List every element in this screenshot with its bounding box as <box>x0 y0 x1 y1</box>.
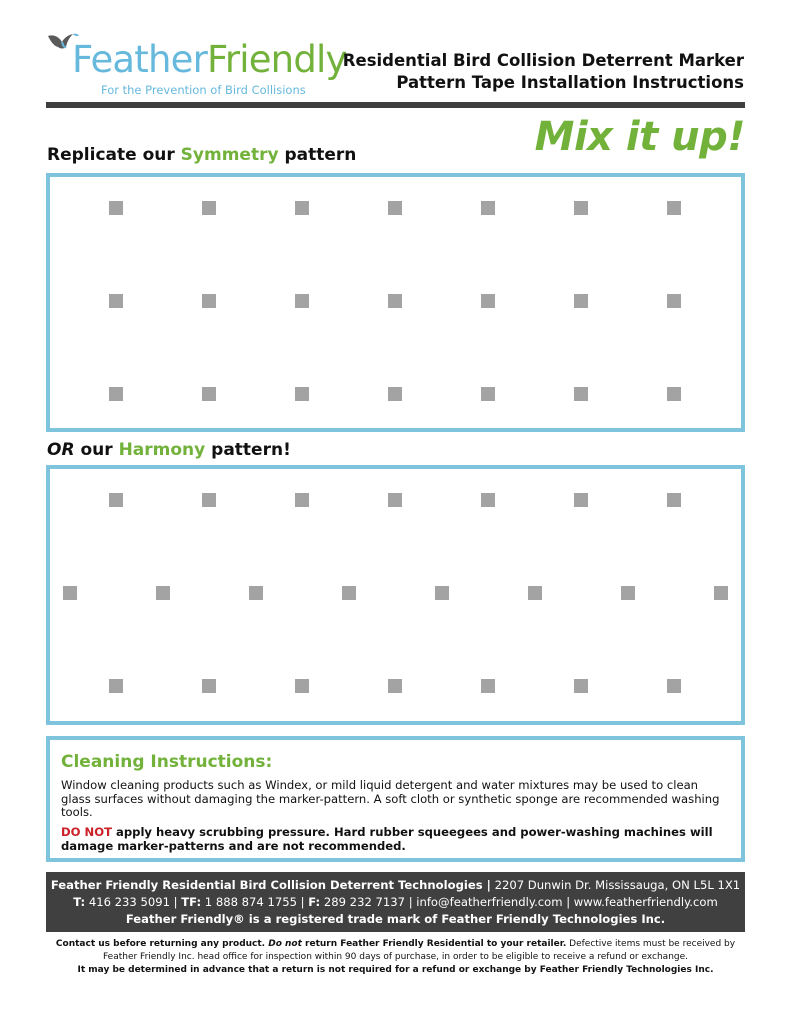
symmetry-marker-r2-c4 <box>388 294 402 308</box>
notes-bold-1: Contact us before returning any product. <box>55 939 269 949</box>
cleaning-panel <box>46 736 745 862</box>
harmony-marker-r1-c2 <box>202 493 216 507</box>
harmony-marker-r1-c5 <box>481 493 495 507</box>
harmony-marker-r1-c3 <box>295 493 309 507</box>
footer-trademark-text: Feather Friendly® is a registered trade mark of Feather Friendly Technologies Inc. <box>125 912 666 926</box>
symmetry-suffix: pattern <box>278 145 357 165</box>
harmony-marker-r3-c1 <box>109 679 123 693</box>
harmony-highlight: Harmony <box>118 440 206 460</box>
harmony-marker-r3-c4 <box>388 679 402 693</box>
brand-wordmark <box>72 40 347 80</box>
footer-line-1 <box>46 877 745 894</box>
symmetry-marker-r3-c4 <box>388 387 402 401</box>
header-divider <box>46 102 745 108</box>
symmetry-pattern-panel <box>46 173 745 432</box>
symmetry-marker-r3-c3 <box>295 387 309 401</box>
symmetry-marker-r1-c7 <box>667 201 681 215</box>
footer-trademark <box>46 911 745 928</box>
cleaning-title: Cleaning Instructions: <box>61 752 273 772</box>
symmetry-marker-r1-c1 <box>109 201 123 215</box>
brand-logo <box>46 30 346 100</box>
harmony-marker-r2-c3 <box>249 586 263 600</box>
contact-footer <box>46 872 745 932</box>
document-title <box>343 50 744 94</box>
brand-name-part2: Friendly <box>207 38 347 81</box>
harmony-marker-r2-c8 <box>714 586 728 600</box>
footer-address: 2207 Dunwin Dr. Mississauga, ON L5L 1X1 <box>490 878 741 892</box>
symmetry-marker-r2-c7 <box>667 294 681 308</box>
harmony-or: OR <box>47 440 75 460</box>
title-line-1: Residential Bird Collision Deterrent Marker <box>342 51 744 70</box>
footer-t-label: T: <box>73 895 86 909</box>
symmetry-heading <box>47 145 356 165</box>
harmony-marker-r1-c6 <box>574 493 588 507</box>
symmetry-marker-r3-c1 <box>109 387 123 401</box>
harmony-heading <box>47 440 291 460</box>
harmony-marker-r2-c5 <box>435 586 449 600</box>
brand-name-part1: Feather <box>72 38 208 81</box>
notes-bold-2: return Feather Friendly Residential to your retailer. <box>301 939 567 949</box>
harmony-marker-r3-c5 <box>481 679 495 693</box>
footer-t-value: 416 233 5091 | <box>85 895 182 909</box>
notes-line-3 <box>46 964 745 977</box>
notes-line-3-text: It may be determined in advance that a return is not required for a refund or exchange by Feather Friendly Technologies Inc. <box>77 965 714 975</box>
footer-tf-value: 1 888 874 1755 | <box>201 895 309 909</box>
slogan: Mix it up! <box>534 114 745 160</box>
symmetry-marker-r2-c6 <box>574 294 588 308</box>
symmetry-marker-r3-c5 <box>481 387 495 401</box>
cleaning-body: Window cleaning products such as Windex, or mild liquid detergent and water mixtures may be used to clean glass surfaces without damaging the marker-pattern. A soft cloth or synthetic sponge are recommended washing tools. <box>61 778 720 819</box>
symmetry-marker-r2-c5 <box>481 294 495 308</box>
harmony-suffix: pattern! <box>205 440 291 460</box>
harmony-marker-r2-c6 <box>528 586 542 600</box>
symmetry-marker-r1-c6 <box>574 201 588 215</box>
symmetry-marker-r2-c3 <box>295 294 309 308</box>
symmetry-marker-r2-c1 <box>109 294 123 308</box>
harmony-marker-r1-c7 <box>667 493 681 507</box>
symmetry-marker-r1-c3 <box>295 201 309 215</box>
harmony-marker-r3-c7 <box>667 679 681 693</box>
warning-text: apply heavy scrubbing pressure. Hard rubber squeegees and power-washing machines will damage marker-patterns and are not recommended. <box>61 824 713 853</box>
symmetry-prefix: Replicate our <box>47 145 181 165</box>
symmetry-highlight: Symmetry <box>180 145 279 165</box>
symmetry-marker-r1-c5 <box>481 201 495 215</box>
footer-company: Feather Friendly Residential Bird Collision Deterrent Technologies | <box>50 878 491 892</box>
return-policy-notes <box>46 938 745 977</box>
symmetry-marker-r3-c6 <box>574 387 588 401</box>
harmony-marker-r2-c2 <box>156 586 170 600</box>
harmony-marker-r1-c4 <box>388 493 402 507</box>
harmony-marker-r3-c2 <box>202 679 216 693</box>
notes-emphasis: Do not <box>268 939 302 949</box>
title-line-2: Pattern Tape Installation Instructions <box>396 73 744 92</box>
harmony-marker-r2-c1 <box>63 586 77 600</box>
warning-lead: DO NOT <box>61 824 112 839</box>
symmetry-marker-r2-c2 <box>202 294 216 308</box>
harmony-marker-r2-c7 <box>621 586 635 600</box>
footer-tf-label: TF: <box>181 895 202 909</box>
footer-f-value: 289 232 7137 | info@featherfriendly.com | www.featherfriendly.com <box>320 895 718 909</box>
cleaning-warning <box>61 825 729 853</box>
symmetry-marker-r1-c2 <box>202 201 216 215</box>
notes-para <box>46 938 745 964</box>
footer-line-2 <box>46 894 745 911</box>
harmony-prefix: our <box>74 440 119 460</box>
harmony-marker-r3-c3 <box>295 679 309 693</box>
symmetry-marker-r1-c4 <box>388 201 402 215</box>
harmony-marker-r3-c6 <box>574 679 588 693</box>
notes-normal: Defective items must be received by Feather Friendly Inc. head office for inspection within 90 days of purchase, in order to be eligible to receive a refund or exchange. <box>102 939 736 962</box>
symmetry-marker-r3-c7 <box>667 387 681 401</box>
harmony-marker-r2-c4 <box>342 586 356 600</box>
brand-tagline: For the Prevention of Bird Collisions <box>101 83 306 97</box>
symmetry-marker-r3-c2 <box>202 387 216 401</box>
footer-f-label: F: <box>308 895 321 909</box>
harmony-marker-r1-c1 <box>109 493 123 507</box>
harmony-pattern-panel <box>46 465 745 725</box>
